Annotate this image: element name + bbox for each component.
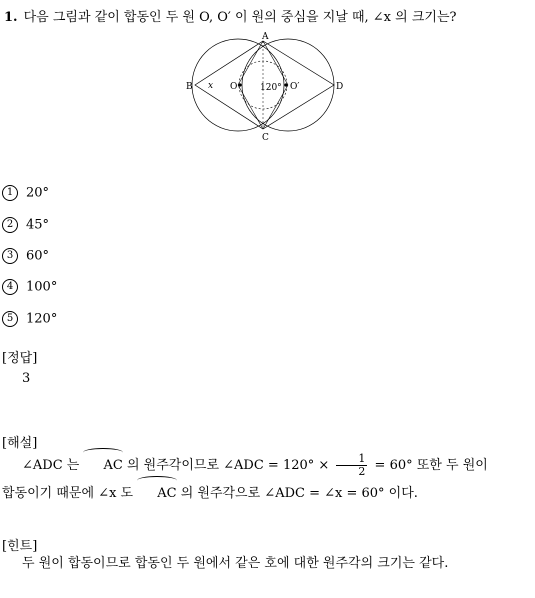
choice-2-number: 2 xyxy=(2,217,18,233)
choice-3[interactable] xyxy=(2,248,49,264)
choice-4[interactable] xyxy=(2,279,57,295)
question-number: 1. xyxy=(4,10,18,25)
question xyxy=(4,6,456,25)
explanation-l1c: = 60° 또한 두 원이 xyxy=(370,458,488,473)
explanation-l1a: ∠ADC 는 xyxy=(22,458,84,473)
geometry-figure xyxy=(182,28,352,148)
choice-5-text: 120° xyxy=(26,311,58,327)
arc-ac-1: AC xyxy=(83,452,122,480)
label-x: x xyxy=(208,81,214,91)
choice-4-text: 100° xyxy=(26,279,58,295)
center-o2-dot xyxy=(284,83,287,86)
hint-text: 두 원이 합동이므로 합동인 두 원에서 같은 호에 대한 원주각의 크기는 같다. xyxy=(22,556,449,571)
choice-2-text: 45° xyxy=(26,217,50,233)
explanation-text xyxy=(2,452,532,508)
answer-heading: [정답] xyxy=(2,351,38,366)
explanation-l2b: 의 원주각으로 ∠ADC = ∠x = 60° 이다. xyxy=(176,486,418,501)
label-angle: 120° xyxy=(260,83,282,93)
choice-3-text: 60° xyxy=(26,248,50,264)
choice-2[interactable] xyxy=(2,217,49,233)
explanation-l1b: 의 원주각이므로 ∠ADC = 120° × xyxy=(122,458,334,473)
question-text: 다음 그림과 같이 합동인 두 원 O, O′ 이 원의 중심을 지날 때, ∠x 의 크기는? xyxy=(23,10,457,25)
label-d: D xyxy=(336,82,344,92)
label-o: O xyxy=(230,82,238,92)
hint-heading: [힌트] xyxy=(2,539,38,554)
fraction-numerator: 1 xyxy=(336,453,367,466)
center-o-dot xyxy=(238,83,241,86)
label-a: A xyxy=(262,32,269,42)
choice-1[interactable] xyxy=(2,185,49,201)
choice-1-text: 20° xyxy=(26,185,50,201)
line-a-o2 xyxy=(263,41,288,85)
fraction-denominator: 2 xyxy=(358,465,366,478)
explanation-l2a: 합동이기 때문에 ∠x 도 xyxy=(2,486,138,501)
line-a-o xyxy=(238,41,263,85)
choice-1-number: 1 xyxy=(2,185,18,201)
choice-4-number: 4 xyxy=(2,279,18,295)
choice-3-number: 3 xyxy=(2,248,18,264)
label-o-prime: O′ xyxy=(290,82,300,92)
label-c: C xyxy=(262,133,269,143)
fraction-half xyxy=(336,453,367,478)
answer-value: 3 xyxy=(22,371,31,386)
explanation-heading: [해설] xyxy=(2,436,38,451)
choice-5[interactable] xyxy=(2,311,57,327)
arc-ac-2: AC xyxy=(137,480,176,508)
label-b: B xyxy=(186,82,193,92)
choice-5-number: 5 xyxy=(2,311,18,327)
